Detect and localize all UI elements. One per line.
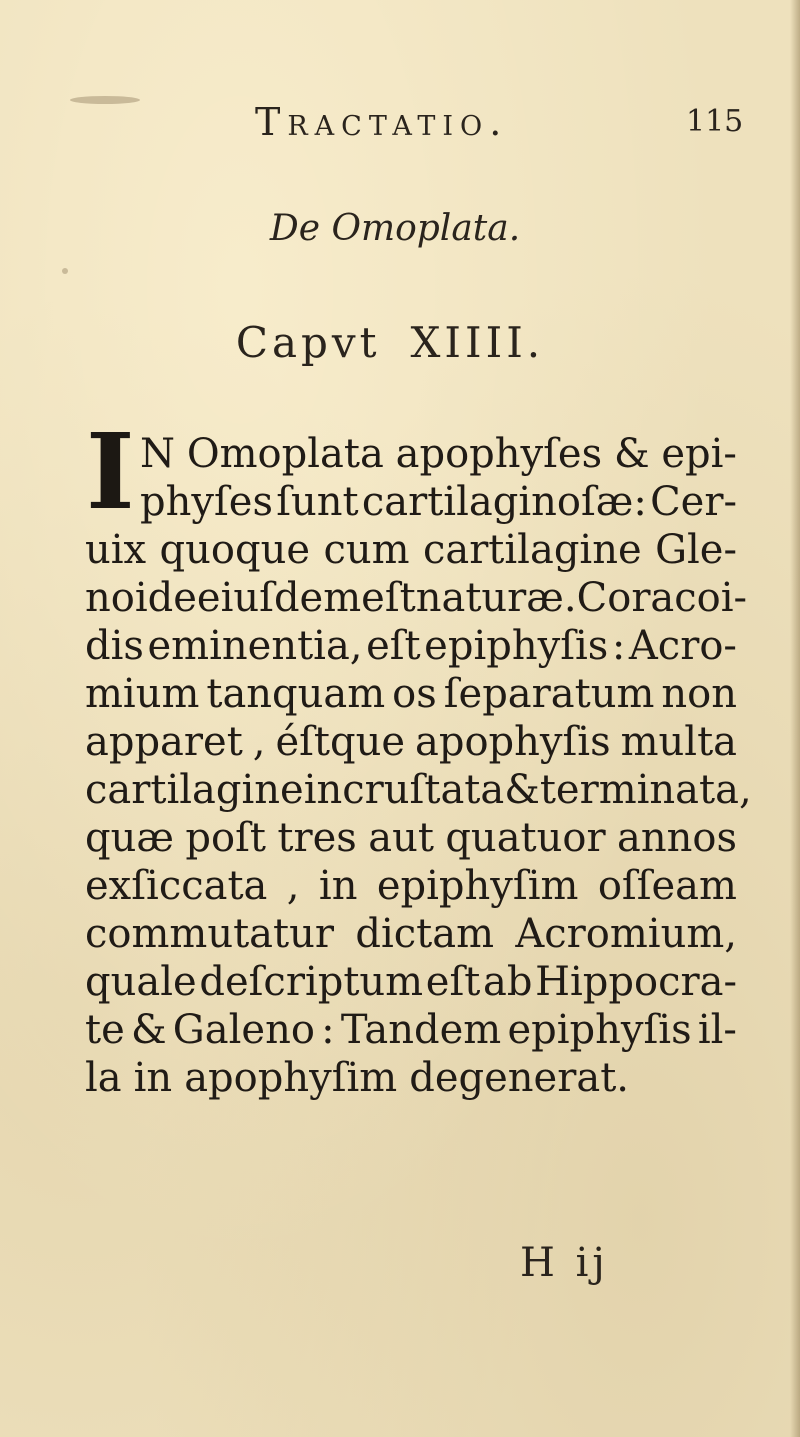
word: cartilagine (422, 527, 642, 573)
word: deſcriptum (199, 959, 424, 1005)
word: cartilagine (85, 767, 304, 813)
word: epiphyſis (507, 1007, 692, 1053)
word: quale (85, 959, 197, 1005)
word: eſt (366, 623, 421, 669)
text-line (85, 814, 737, 862)
word: multa (620, 719, 737, 765)
page-number: 115 (686, 104, 744, 139)
word: terminata, (539, 767, 752, 813)
word: ab (483, 959, 533, 1005)
word: Gle- (655, 527, 737, 573)
word: & (613, 431, 650, 477)
word: Hippocra- (535, 959, 737, 1005)
word: tanquam (206, 671, 386, 717)
word: Omoplata (186, 431, 384, 477)
word: ſeparatum (443, 671, 655, 717)
word: Coracoi- (576, 575, 748, 621)
word: mium (85, 671, 200, 717)
word: Acromium, (515, 911, 737, 957)
word: epi- (661, 431, 737, 477)
word: dictam (355, 911, 494, 957)
text-line (85, 766, 752, 814)
word: oſſeam (597, 863, 737, 909)
word: uix (85, 527, 147, 573)
word: apophyſim (184, 1055, 398, 1101)
word: exſiccata (85, 863, 268, 909)
word: : (611, 623, 626, 669)
word: apophyſes (395, 431, 603, 477)
word: apparet (85, 719, 243, 765)
text-line (85, 862, 737, 910)
text-line (85, 574, 748, 622)
word: eiuſdem (196, 575, 362, 621)
chapter-heading (0, 318, 800, 367)
word: cartilaginoſæ: (361, 479, 647, 525)
text-line (85, 910, 737, 958)
word: Cer- (650, 479, 737, 525)
word: naturæ. (415, 575, 577, 621)
word: aut (368, 815, 434, 861)
word: epiphyſim (376, 863, 579, 909)
word: non (661, 671, 737, 717)
running-title: Tractatio. (255, 100, 509, 144)
word: éſtque (275, 719, 406, 765)
word: os (392, 671, 437, 717)
text-line (140, 478, 737, 526)
chapter-word: Capvt (235, 318, 381, 367)
signature-mark: H ij (520, 1240, 609, 1286)
text-line (85, 622, 737, 670)
word: poſt (185, 815, 266, 861)
word: in (133, 1055, 173, 1101)
text-line (85, 670, 737, 718)
word: incruſtata (303, 767, 505, 813)
ink-smudge (62, 268, 68, 274)
text-line (85, 958, 737, 1006)
word: epiphyſis (424, 623, 609, 669)
word: N (140, 431, 175, 477)
chapter-number: XIIII. (410, 318, 545, 367)
word: quatuor (445, 815, 606, 861)
word: : (321, 1007, 335, 1053)
word: commutatur (85, 911, 334, 957)
word: cum (323, 527, 410, 573)
word: annos (617, 815, 737, 861)
word: Galeno (172, 1007, 315, 1053)
word: phyſes (140, 479, 273, 525)
word: quoque (159, 527, 311, 573)
word: eminentia, (147, 623, 363, 669)
word: tres (277, 815, 357, 861)
word: , (252, 719, 266, 765)
word: , (286, 863, 300, 909)
word: Acro- (628, 623, 737, 669)
word: apophyſis (415, 719, 611, 765)
text-line (140, 430, 737, 478)
word: te (85, 1007, 125, 1053)
word: quæ (85, 815, 174, 861)
text-line (85, 718, 737, 766)
section-title: De Omoplata. (269, 208, 521, 249)
word: il- (697, 1007, 737, 1053)
word: & (130, 1007, 167, 1053)
word: eſt (361, 575, 416, 621)
word: eſt (425, 959, 481, 1005)
text-line (85, 526, 737, 574)
drop-cap: I (86, 410, 135, 533)
word: & (504, 767, 540, 813)
text-line (85, 1054, 737, 1102)
word: noide (85, 575, 197, 621)
word: in (318, 863, 358, 909)
running-head (0, 100, 800, 150)
word: Tandem (340, 1007, 502, 1053)
word: ſunt (276, 479, 359, 525)
word: la (85, 1055, 122, 1101)
word: dis (85, 623, 144, 669)
text-line (85, 1006, 737, 1054)
word: degenerat. (409, 1055, 629, 1101)
